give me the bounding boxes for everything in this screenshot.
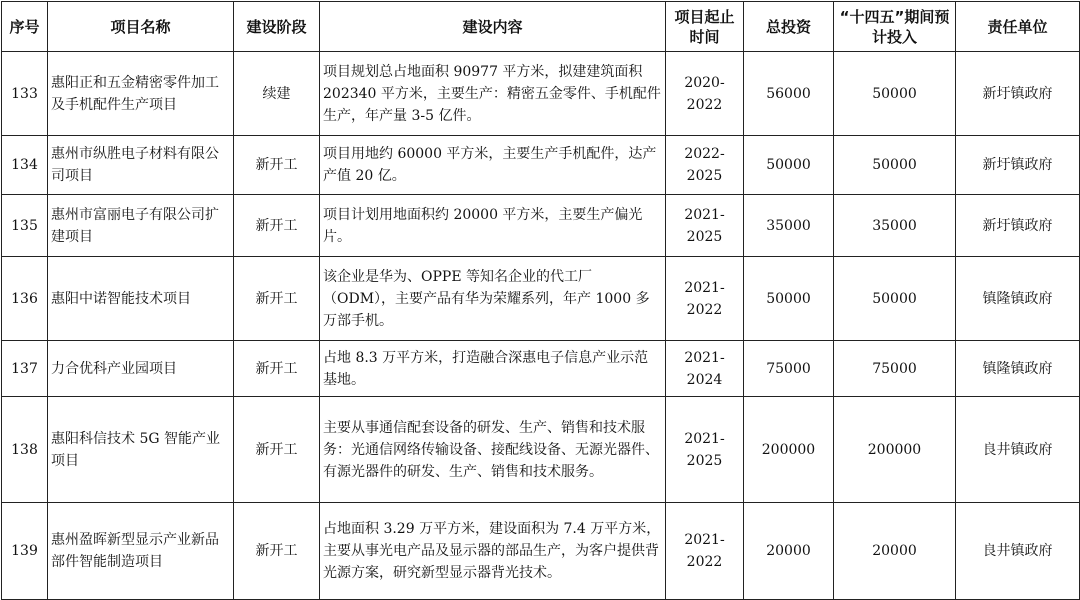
header-name: 项目名称: [48, 2, 234, 52]
cell-name: 惠阳科信技术 5G 智能产业项目: [48, 397, 234, 503]
cell-total-investment: 200000: [744, 397, 834, 503]
table-row: [2, 195, 1080, 257]
cell-total-investment: 50000: [744, 257, 834, 341]
cell-content: 项目规划总占地面积 90977 平方米，拟建建筑面积 202340 平方米，主要生产：精密五金零件、手机配件生产，年产量 3-5 亿件。: [320, 52, 666, 136]
header-seq: 序号: [2, 2, 48, 52]
cell-stage: 新开工: [234, 397, 320, 503]
cell-content: 占地面积 3.29 万平方米，建设面积为 7.4 万平方米，主要从事光电产品及显示器的部品生产，为客户提供背光源方案，研究新型显示器背光技术。: [320, 503, 666, 600]
header-total-investment: 总投资: [744, 2, 834, 52]
cell-responsible-unit: 良井镇政府: [956, 397, 1080, 503]
cell-content: 该企业是华为、OPPE 等知名企业的代工厂（ODM），主要产品有华为荣耀系列，年产 1000 多万部手机。: [320, 257, 666, 341]
header-period: 项目起止时间: [666, 2, 744, 52]
cell-total-investment: 56000: [744, 52, 834, 136]
cell-seq: 133: [2, 52, 48, 136]
table-row: [2, 341, 1080, 397]
header-stage: 建设阶段: [234, 2, 320, 52]
cell-total-investment: 35000: [744, 195, 834, 257]
cell-seq: 135: [2, 195, 48, 257]
cell-stage: 新开工: [234, 341, 320, 397]
cell-responsible-unit: 良井镇政府: [956, 503, 1080, 600]
cell-period: 2022-2025: [666, 136, 744, 195]
header-planned-investment: “十四五”期间预计投入: [834, 2, 956, 52]
cell-responsible-unit: 镇隆镇政府: [956, 257, 1080, 341]
cell-seq: 134: [2, 136, 48, 195]
cell-responsible-unit: 新圩镇政府: [956, 195, 1080, 257]
cell-content: 占地 8.3 万平方米，打造融合深惠电子信息产业示范基地。: [320, 341, 666, 397]
table-row: [2, 257, 1080, 341]
cell-stage: 新开工: [234, 136, 320, 195]
header-responsible-unit: 责任单位: [956, 2, 1080, 52]
cell-content: 项目计划用地面积约 20000 平方米，主要生产偏光片。: [320, 195, 666, 257]
cell-seq: 139: [2, 503, 48, 600]
cell-name: 力合优科产业园项目: [48, 341, 234, 397]
table-header-row: [2, 2, 1080, 52]
project-table: [1, 1, 1080, 600]
cell-responsible-unit: 镇隆镇政府: [956, 341, 1080, 397]
cell-name: 惠阳中诺智能技术项目: [48, 257, 234, 341]
header-content: 建设内容: [320, 2, 666, 52]
cell-planned-investment: 50000: [834, 136, 956, 195]
cell-period: 2021-2022: [666, 503, 744, 600]
cell-stage: 新开工: [234, 195, 320, 257]
cell-responsible-unit: 新圩镇政府: [956, 52, 1080, 136]
table-row: [2, 136, 1080, 195]
cell-content: 主要从事通信配套设备的研发、生产、销售和技术服务：光通信网络传输设备、接配线设备、无源光器件、有源光器件的研发、生产、销售和技术服务。: [320, 397, 666, 503]
table-row: [2, 397, 1080, 503]
cell-seq: 138: [2, 397, 48, 503]
cell-period: 2021-2022: [666, 257, 744, 341]
cell-period: 2021-2025: [666, 397, 744, 503]
cell-content: 项目用地约 60000 平方米，主要生产手机配件，达产产值 20 亿。: [320, 136, 666, 195]
cell-planned-investment: 75000: [834, 341, 956, 397]
cell-period: 2021-2025: [666, 195, 744, 257]
cell-responsible-unit: 新圩镇政府: [956, 136, 1080, 195]
cell-planned-investment: 35000: [834, 195, 956, 257]
cell-name: 惠州市富丽电子有限公司扩建项目: [48, 195, 234, 257]
cell-period: 2021-2024: [666, 341, 744, 397]
cell-planned-investment: 50000: [834, 257, 956, 341]
cell-planned-investment: 20000: [834, 503, 956, 600]
cell-period: 2020-2022: [666, 52, 744, 136]
cell-total-investment: 20000: [744, 503, 834, 600]
cell-planned-investment: 200000: [834, 397, 956, 503]
cell-total-investment: 75000: [744, 341, 834, 397]
table-row: [2, 503, 1080, 600]
cell-seq: 136: [2, 257, 48, 341]
table-row: [2, 52, 1080, 136]
cell-total-investment: 50000: [744, 136, 834, 195]
cell-stage: 新开工: [234, 257, 320, 341]
cell-planned-investment: 50000: [834, 52, 956, 136]
cell-seq: 137: [2, 341, 48, 397]
cell-stage: 新开工: [234, 503, 320, 600]
cell-name: 惠州市纵胜电子材料有限公司项目: [48, 136, 234, 195]
cell-name: 惠州盈晖新型显示产业新品部件智能制造项目: [48, 503, 234, 600]
cell-stage: 续建: [234, 52, 320, 136]
cell-name: 惠阳正和五金精密零件加工及手机配件生产项目: [48, 52, 234, 136]
